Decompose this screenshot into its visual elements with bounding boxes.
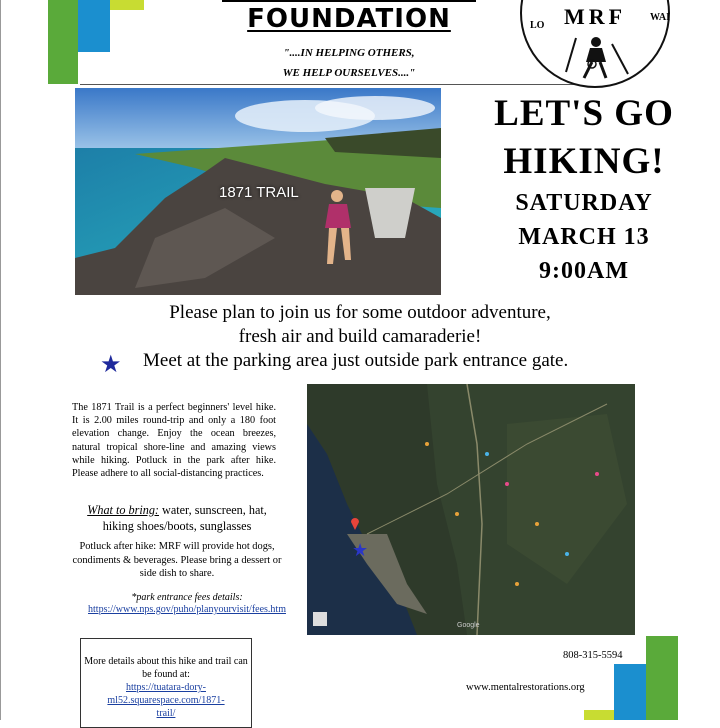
details-link-line-2[interactable]: ml52.squarespace.com/1871- xyxy=(107,695,225,706)
meeting-point: Meet at the parking area just outside park entrance gate. xyxy=(143,350,569,371)
decor-bar-blue-bottom xyxy=(614,664,646,720)
invite-line-2: fresh air and build camaraderie! xyxy=(238,326,482,347)
event-title-line-2: HIKING! xyxy=(503,141,665,182)
mrf-logo xyxy=(520,0,670,88)
decor-bar-green-top xyxy=(48,0,78,84)
potluck-info: Potluck after hike: MRF will provide hot dogs, condiments & beverages. Please bring a dessert or side dish to share. xyxy=(72,541,282,579)
what-to-bring xyxy=(72,502,282,534)
logo-side-left: LO xyxy=(530,20,545,31)
bring-items: water, sunscreen, hat, hiking shoes/boots, sunglasses xyxy=(102,503,267,533)
map-attribution: Google xyxy=(457,622,480,629)
trail-photo xyxy=(75,88,441,295)
fees-link[interactable]: https://www.nps.gov/puho/planyourvisit/fees.htm xyxy=(88,604,286,615)
trail-description: The 1871 Trail is a perfect beginners' level hike. It is 2.00 miles round-trip and only a 180 foot elevation change. Enjoy the ocean breezes, natural tropical shore-line and amazing views while hiking. Potluck in the park after hike. Please adhere to all social-distancing practices. xyxy=(72,402,276,480)
hiker-figure-icon xyxy=(562,32,632,88)
header-divider xyxy=(80,84,610,85)
logo-letters: MRF xyxy=(563,4,627,29)
photo-trail-label: 1871 TRAIL xyxy=(219,184,299,201)
tagline-line-1: "....IN HELPING OTHERS, xyxy=(283,47,415,59)
fees-label: *park entrance fees details: xyxy=(131,592,243,603)
details-link-line-3[interactable]: trail/ xyxy=(156,708,176,719)
logo-side-right: WAI xyxy=(650,12,671,23)
details-box xyxy=(80,638,252,728)
event-time: 9:00AM xyxy=(539,258,629,284)
page-border xyxy=(0,0,1,720)
location-map[interactable] xyxy=(307,384,635,635)
tagline-line-2: WE HELP OURSELVES...." xyxy=(282,67,416,79)
decor-bar-green-bottom xyxy=(646,636,678,720)
details-text: More details about this hike and trail can be found at: xyxy=(84,656,248,680)
invite-line-1: Please plan to join us for some outdoor adventure, xyxy=(169,302,551,323)
star-icon: ★ xyxy=(100,352,122,378)
event-day: SATURDAY xyxy=(515,190,653,216)
org-name: FOUNDATION xyxy=(247,4,451,34)
title-top-rule xyxy=(222,0,476,2)
bring-label: What to bring: xyxy=(87,503,159,517)
decor-bar-lime-top xyxy=(110,0,144,10)
decor-bar-blue-top xyxy=(78,0,110,52)
event-date: MARCH 13 xyxy=(518,224,650,250)
details-link-line-1[interactable]: https://tuatara-dory- xyxy=(126,682,206,693)
event-title-line-1: LET'S GO xyxy=(494,93,674,134)
decor-bar-lime-bottom xyxy=(584,710,614,720)
contact-phone: 808-315-5594 xyxy=(563,650,623,661)
contact-website[interactable]: www.mentalrestorations.org xyxy=(466,682,585,693)
svg-text:★: ★ xyxy=(352,540,369,561)
